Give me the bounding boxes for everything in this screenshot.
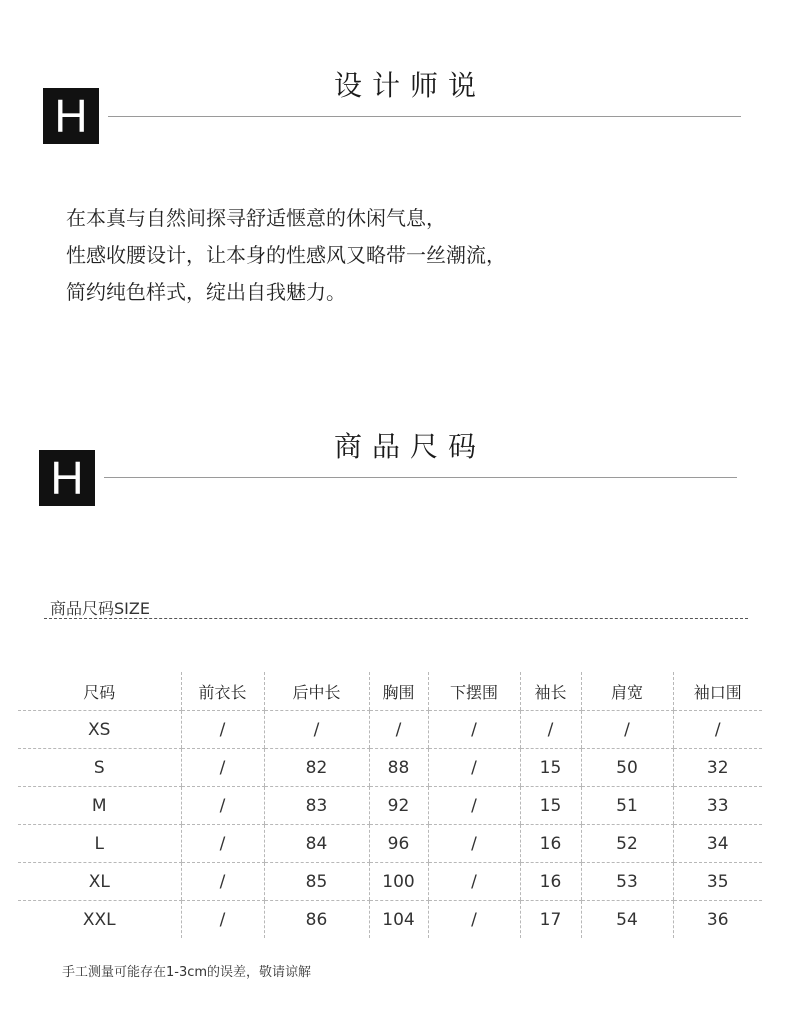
measurement-note: 手工测量可能存在1-3cm的误差，敬请谅解 <box>62 965 312 980</box>
table-cell: 52 <box>581 825 673 863</box>
table-cell: / <box>181 787 264 825</box>
table-cell: / <box>181 825 264 863</box>
table-cell: / <box>264 711 369 749</box>
table-cell: / <box>428 863 520 901</box>
table-cell: L <box>18 825 181 863</box>
table-cell: 51 <box>581 787 673 825</box>
table-header-row <box>18 672 762 711</box>
size-table <box>18 672 762 938</box>
table-cell: XXL <box>82 909 116 930</box>
size-section-title: 商品尺码 <box>333 430 486 463</box>
table-cell: 36 <box>673 901 762 939</box>
table-row <box>18 711 762 749</box>
table-cell: 53 <box>581 863 673 901</box>
table-cell: / <box>428 825 520 863</box>
description-line: 性感收腰设计，让本身的性感风又略带一丝潮流， <box>66 243 506 267</box>
table-cell: 54 <box>581 901 673 939</box>
table-cell: 33 <box>673 787 762 825</box>
table-cell: 50 <box>581 749 673 787</box>
table-row <box>18 787 762 825</box>
table-cell: 15 <box>520 787 581 825</box>
column-header: 袖口围 <box>673 672 762 711</box>
table-cell: M <box>18 787 181 825</box>
table-cell: 92 <box>369 787 428 825</box>
table-cell: 104 <box>369 901 428 939</box>
table-cell: 96 <box>369 825 428 863</box>
table-cell: 85 <box>264 863 369 901</box>
table-cell: / <box>369 711 428 749</box>
table-cell: / <box>181 711 264 749</box>
column-header: 胸围 <box>369 672 428 711</box>
table-cell: / <box>520 711 581 749</box>
designer-section-title: 设计师说 <box>333 69 486 102</box>
table-cell: S <box>18 749 181 787</box>
table-cell: 82 <box>264 749 369 787</box>
table-cell: / <box>428 749 520 787</box>
section-divider <box>108 116 741 117</box>
table-cell: 84 <box>264 825 369 863</box>
description-line: 简约纯色样式，绽出自我魅力。 <box>66 280 346 304</box>
column-header: 尺码 <box>18 672 181 711</box>
table-cell: 16 <box>520 863 581 901</box>
column-header: 前衣长 <box>181 672 264 711</box>
table-cell: / <box>428 901 520 939</box>
table-cell: 83 <box>264 787 369 825</box>
table-cell: / <box>181 863 264 901</box>
table-cell: / <box>181 749 264 787</box>
table-cell: 35 <box>673 863 762 901</box>
table-cell: 17 <box>520 901 581 939</box>
table-row <box>18 863 762 901</box>
table-row <box>18 825 762 863</box>
description-line: 在本真与自然间探寻舒适惬意的休闲气息， <box>66 206 446 230</box>
table-cell: 34 <box>673 825 762 863</box>
section-badge-icon: H <box>43 88 99 144</box>
column-header: 下摆围 <box>428 672 520 711</box>
size-label-divider <box>44 618 748 619</box>
table-cell: 88 <box>369 749 428 787</box>
table-cell: / <box>428 711 520 749</box>
table-cell: 16 <box>520 825 581 863</box>
table-cell: 86 <box>264 901 369 939</box>
table-cell: / <box>181 901 264 939</box>
designer-description <box>66 200 506 311</box>
column-header: 肩宽 <box>581 672 673 711</box>
table-cell: XS <box>18 711 181 749</box>
table-cell: / <box>673 711 762 749</box>
section-divider <box>104 477 737 478</box>
table-cell: XL <box>18 863 181 901</box>
column-header: 后中长 <box>264 672 369 711</box>
table-cell: 15 <box>520 749 581 787</box>
table-row <box>18 901 762 939</box>
size-chart-label: 商品尺码SIZE <box>50 599 150 618</box>
column-header: 袖长 <box>520 672 581 711</box>
section-badge-icon: H <box>39 450 95 506</box>
table-cell: / <box>581 711 673 749</box>
table-row <box>18 749 762 787</box>
table-cell: / <box>428 787 520 825</box>
table-cell: 100 <box>369 863 428 901</box>
table-cell: 32 <box>673 749 762 787</box>
